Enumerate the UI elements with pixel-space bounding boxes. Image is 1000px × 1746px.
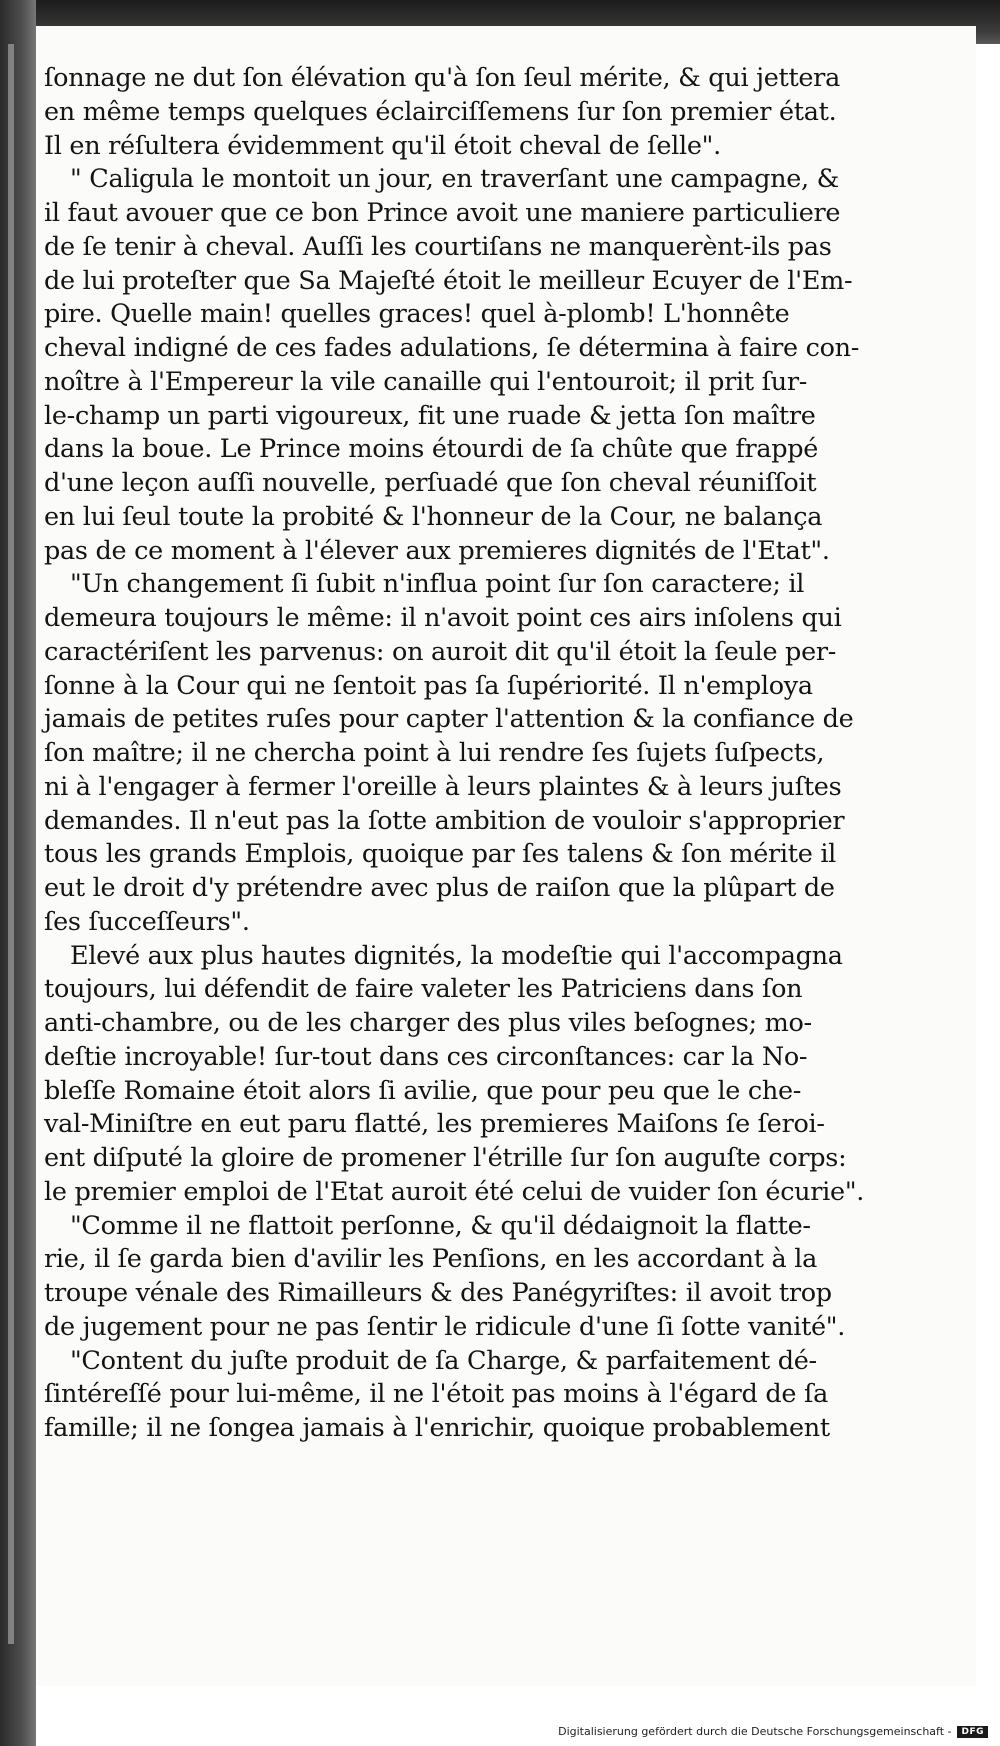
text-line: demandes. Il n'eut pas la ſotte ambition de vouloir s'approprier xyxy=(44,805,845,836)
text-line: il faut avouer que ce bon Prince avoit une maniere particuliere xyxy=(44,198,841,228)
text-line: bleſſe Romaine étoit alors ſi avilie, que pour peu que le che- xyxy=(44,1075,802,1106)
book-binding-edge xyxy=(0,0,36,1746)
text-line: le premier emploi de l'Etat auroit été celui de vuider ſon écurie". xyxy=(44,1176,865,1207)
text-line: ſonnage ne dut ſon élévation qu'à ſon ſeul mérite, & qui jettera xyxy=(44,63,840,93)
text-line: famille; il ne ſongea jamais à l'enrichir, quoique probablement xyxy=(44,1413,830,1443)
digitization-footer xyxy=(558,1725,988,1738)
text-line: en lui ſeul toute la probité & l'honneur de la Cour, ne balança xyxy=(44,501,823,532)
text-line: pas de ce moment à l'élever aux premieres dignités de l'Etat". xyxy=(44,535,830,566)
footer-credit: Digitalisierung gefördert durch die Deutsche Forschungsgemeinschaft - xyxy=(558,1725,952,1738)
text-line: troupe vénale des Rimailleurs & des Panégyriſtes: il avoit trop xyxy=(44,1278,832,1308)
text-line: ſintéreſſé pour lui-même, il ne l'étoit pas moins à l'égard de ſa xyxy=(44,1379,828,1410)
text-line: ſes ſucceſſeurs". xyxy=(44,906,250,937)
text-line: cheval indigné de ces fades adulations, ſe détermina à faire con- xyxy=(44,333,860,363)
text-line: en même temps quelques éclairciſſemens ſur ſon premier état. xyxy=(44,96,837,127)
text-line: ſon maître; il ne chercha point à lui rendre ſes ſujets ſuſpects, xyxy=(44,738,825,768)
text-line: demeura toujours le même: il n'avoit point ces airs inſolens qui xyxy=(44,603,842,633)
text-line: jamais de petites ruſes pour capter l'attention & la confiance de xyxy=(44,704,854,735)
dfg-logo-icon: DFG xyxy=(957,1726,988,1738)
text-line: ſonne à la Cour qui ne ſentoit pas ſa ſupériorité. Il n'employa xyxy=(44,670,813,701)
text-line: "Content du juſte produit de ſa Charge, & parfaitement dé- xyxy=(70,1345,817,1376)
text-line: val-Miniſtre en eut paru flatté, les premieres Maiſons ſe ſeroi- xyxy=(44,1109,825,1140)
text-line: "Comme il ne flattoit perſonne, & qu'il dédaignoit la flatte- xyxy=(70,1210,811,1241)
text-line: " Caligula le montoit un jour, en traverſant une campagne, & xyxy=(70,164,840,195)
text-line: rie, il ſe garda bien d'avilir les Penſions, en les accordant à la xyxy=(44,1244,818,1275)
text-line: Il en réſultera évidemment qu'il étoit cheval de ſelle". xyxy=(44,130,721,161)
text-line: anti-chambre, ou de les charger des plus viles beſognes; mo- xyxy=(44,1008,812,1038)
text-line: Elevé aux plus hautes dignités, la modeſtie qui l'accompagna xyxy=(70,940,843,971)
text-line: d'une leçon auſſi nouvelle, perſuadé que ſon cheval réuniſſoit xyxy=(44,468,817,498)
text-line: tous les grands Emplois, quoique par ſes talens & ſon mérite il xyxy=(44,839,837,870)
text-line: deſtie incroyable! ſur-tout dans ces circonſtances: car la No- xyxy=(44,1041,808,1072)
page-text xyxy=(44,62,954,1446)
text-line: de ſe tenir à cheval. Auſſi les courtiſans ne manquerènt-ils pas xyxy=(44,231,832,262)
text-line: eut le droit d'y prétendre avec plus de raiſon que la plûpart de xyxy=(44,873,835,903)
text-line: caractériſent les parvenus: on auroit dit qu'il étoit la ſeule per- xyxy=(44,636,837,667)
text-line: de jugement pour ne pas ſentir le ridicule d'une ſi ſotte vanité". xyxy=(44,1311,846,1342)
text-line: ent diſputé la gloire de promener l'étrille ſur ſon auguſte corps: xyxy=(44,1143,847,1173)
text-line: dans la boue. Le Prince moins étourdi de ſa chûte que frappé xyxy=(44,434,819,465)
text-line: le-champ un parti vigoureux, fit une ruade & jetta ſon maître xyxy=(44,400,816,431)
text-line: ni à l'engager à fermer l'oreille à leurs plaintes & à leurs juſtes xyxy=(44,771,842,802)
binding-highlight xyxy=(8,44,14,1644)
text-line: "Un changement ſi ſubit n'influa point ſur ſon caractere; il xyxy=(70,569,805,600)
text-line: noître à l'Empereur la vile canaille qui l'entouroit; il prit ſur- xyxy=(44,366,808,397)
text-line: de lui proteſter que Sa Majeſté étoit le meilleur Ecuyer de l'Em- xyxy=(44,265,853,296)
text-line: toujours, lui défendit de faire valeter les Patriciens dans ſon xyxy=(44,974,803,1005)
text-line: pire. Quelle main! quelles graces! quel à-plomb! L'honnête xyxy=(44,299,790,330)
